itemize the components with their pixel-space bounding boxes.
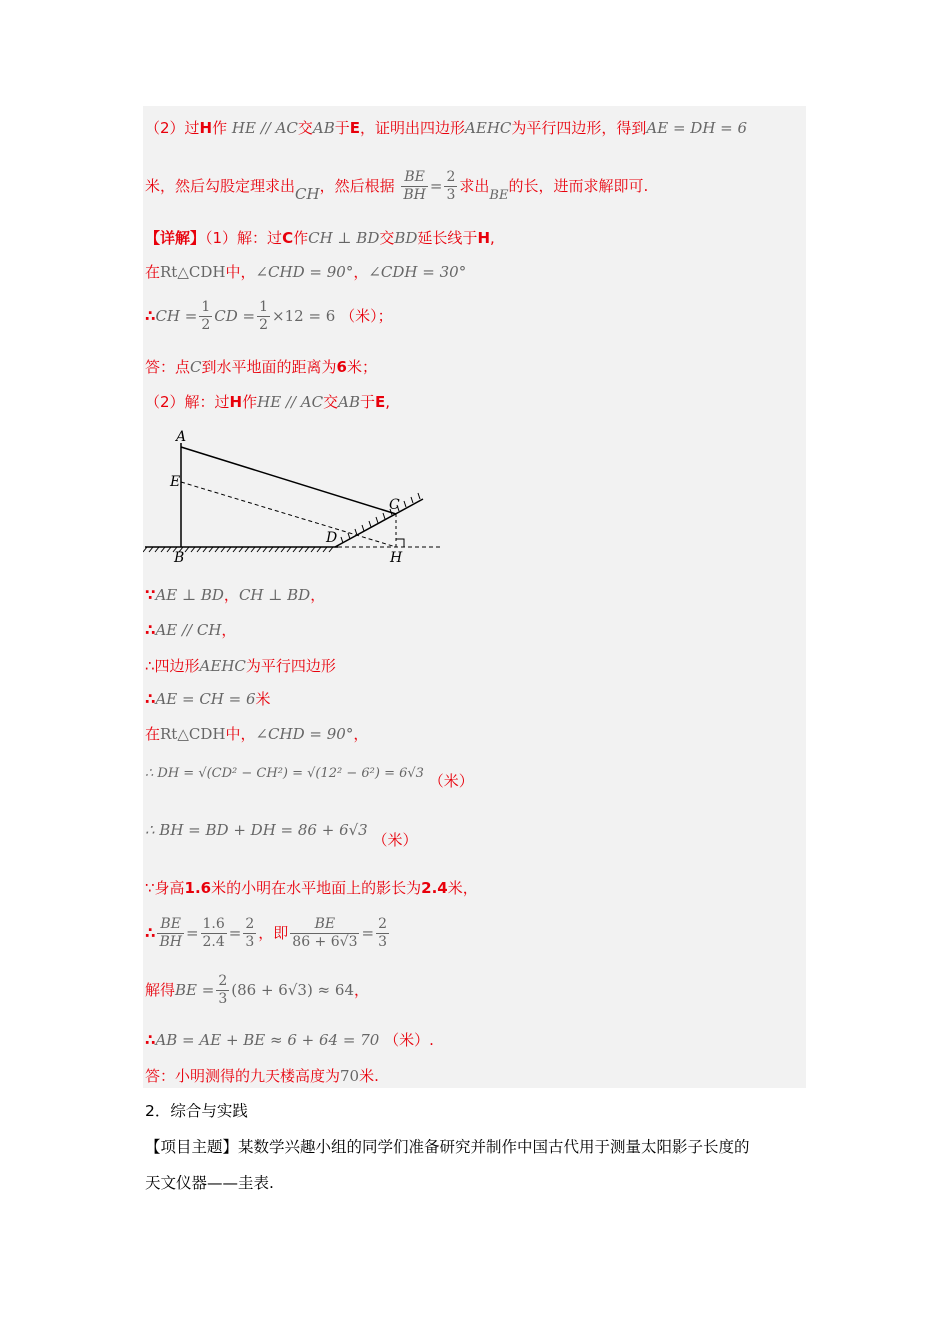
right-angle-mark — [396, 539, 404, 547]
proof-line-6: ∴ DH = √(CD² − CH²) = √(12² − 6²) = 6√3 （米） — [145, 766, 474, 790]
geometry-figure — [143, 425, 443, 570]
segment-ac — [181, 447, 396, 514]
proof-line-3: ∴四边形AEHC为平行四边形 — [145, 657, 336, 675]
rt-triangle-line-1: 在Rt△CDH中，∠CHD = 90°，∠CDH = 30° — [145, 263, 467, 281]
question-2-paragraph-line-1: 【项目主题】某数学兴趣小组的同学们准备研究并制作中国古代用于测量太阳影子长度的 — [145, 1138, 750, 1156]
solution-2-line: （2）解：过H作HE // AC交AB于E, — [145, 393, 391, 411]
question-2-title: 2．综合与实践 — [145, 1102, 248, 1120]
fraction-2-3: $\frac{2}{3}$ — [446, 169, 456, 203]
slope-line — [335, 499, 423, 547]
label-c: C — [389, 497, 400, 513]
proof-line-1: ∵AE ⊥ BD，CH ⊥ BD， — [145, 586, 326, 604]
question-2-paragraph-line-2: 天文仪器——圭表. — [145, 1174, 274, 1192]
proof-line-8: ∵身高1.6米的小明在水平地面上的影长为2.4米， — [145, 879, 478, 897]
label-d: D — [326, 530, 338, 546]
label-h: H — [390, 550, 403, 566]
proof-line-5: 在Rt△CDH中，∠CHD = 90°， — [145, 725, 369, 743]
segment-eh — [181, 482, 396, 547]
proof-line-7: ∴ BH = BD + DH = 86 + 6√3 （米） — [145, 821, 418, 849]
proof-line-11: ∴AB = AE + BE ≈ 6 + 64 = 70 （米）. — [145, 1031, 434, 1049]
fraction-be-bh: $\frac{BE}{BH}$ — [403, 169, 426, 203]
proof-line-4: ∴AE = CH = 6米 — [145, 690, 271, 708]
solution-hint-line-2: 米，然后勾股定理求出CH，然后根据 $\frac{BE}{BH}$ = $\frac{2}{3}$ 求出BE的长，进而求解即可. — [145, 169, 649, 203]
proof-line-10: 解得BE = $\frac{2}{3}$ (86 + 6√3) ≈ 64， — [145, 973, 369, 1007]
proof-line-9: ∴ $\frac{BE}{BH}$ = $\frac{1.6}{2.4}$ = $\frac{2}{3}$ ，即 $\frac{BE}{86 + 6√3}$ = $\frac{2}{3}$ — [145, 916, 387, 950]
label-e: E — [170, 474, 181, 490]
label-b: B — [174, 550, 185, 566]
detail-line: 【详解】（1）解：过C作CH ⊥ BD交BD延长线于H, — [145, 229, 495, 247]
answer-1-line: 答：点C到水平地面的距离为6米； — [145, 358, 377, 376]
proof-line-12: 答：小明测得的九天楼高度为70米. — [145, 1067, 379, 1085]
ch-calculation-line: ∴CH = $\frac{1}{2}$ CD = $\frac{1}{2}$ ×12 = 6 （米）； — [145, 299, 393, 333]
solution-hint-line-1: （2）过H作 HE // AC交AB于E，证明出四边形AEHC为平行四边形，得到AE = DH = 6 — [145, 119, 748, 137]
label-a: A — [176, 429, 187, 445]
proof-line-2: ∴AE // CH， — [145, 621, 237, 639]
